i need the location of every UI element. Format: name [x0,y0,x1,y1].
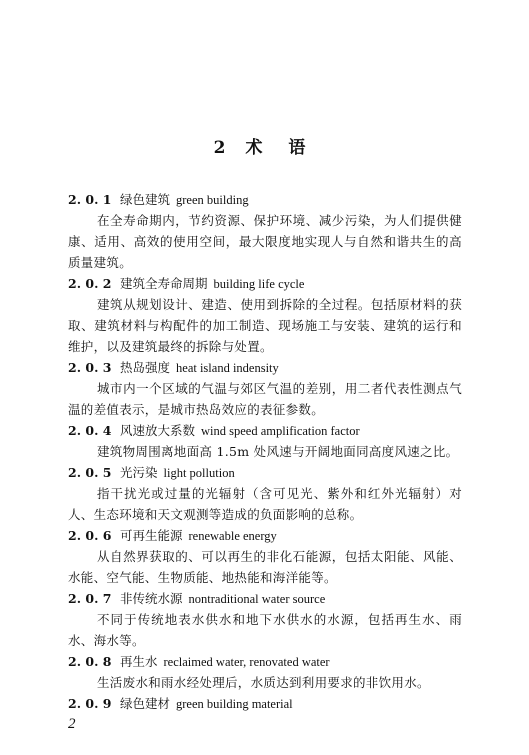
term-entry [68,651,462,693]
term-english: green building material [176,697,293,711]
term-entry [68,462,462,525]
term-chinese: 建筑全寿命周期 [120,276,208,291]
term-english: wind speed amplification factor [201,424,360,438]
term-number: 2. 0. 8 [68,654,112,669]
term-heading [68,273,462,294]
term-entry [68,693,462,714]
page-number: 2 [68,716,76,732]
term-definition: 不同于传统地表水供水和地下水供水的水源，包括再生水、雨水、海水等。 [68,612,462,648]
term-english: green building [176,193,249,207]
term-definition: 建筑从规划设计、建造、使用到拆除的全过程。包括原材料的获取、建筑材料与构配件的加工制造、现场施工与安装、建筑的运行和维护，以及建筑最终的拆除与处置。 [68,297,462,354]
term-heading [68,651,462,672]
term-number: 2. 0. 5 [68,465,112,480]
term-definition: 指干扰光或过量的光辐射（含可见光、紫外和红外光辐射）对人、生态环境和天文观测等造成的负面影响的总称。 [68,486,462,522]
term-definition: 建筑物周围离地面高 1.5m 处风速与开阔地面同高度风速之比。 [97,444,459,459]
term-heading [68,588,462,609]
term-english: reclaimed water, renovated water [163,655,330,669]
term-definition: 生活废水和雨水经处理后，水质达到利用要求的非饮用水。 [97,675,430,690]
term-number: 2. 0. 3 [68,360,112,375]
term-heading [68,462,462,483]
term-heading [68,420,462,441]
term-chinese: 绿色建筑 [120,192,171,207]
term-number: 2. 0. 6 [68,528,112,543]
term-heading [68,357,462,378]
term-definition: 在全寿命期内，节约资源、保护环境、减少污染，为人们提供健康、适用、高效的使用空间，最大限度地实现人与自然和谐共生的高质量建筑。 [68,213,462,270]
term-heading [68,189,462,210]
term-chinese: 可再生能源 [120,528,183,543]
term-chinese: 再生水 [120,654,158,669]
term-number: 2. 0. 7 [68,591,112,606]
term-entry [68,273,462,357]
term-heading [68,525,462,546]
term-english: nontraditional water source [188,592,326,606]
term-entry [68,189,462,273]
term-chinese: 热岛强度 [120,360,171,375]
chapter-title [0,133,529,158]
term-heading [68,693,462,714]
term-number: 2. 0. 1 [68,192,112,207]
term-entry [68,357,462,420]
term-english: building life cycle [213,277,305,291]
term-chinese: 绿色建材 [120,696,171,711]
term-definition: 城市内一个区域的气温与郊区气温的差别，用二者代表性测点气温的差值表示，是城市热岛效应的表征参数。 [68,381,462,417]
chapter-name: 术 语 [245,138,316,158]
chapter-number: 2 [213,138,228,158]
term-number: 2. 0. 4 [68,423,112,438]
term-chinese: 光污染 [120,465,158,480]
term-english: heat island indensity [176,361,279,375]
term-entry [68,420,462,462]
term-number: 2. 0. 9 [68,696,112,711]
term-entry [68,525,462,588]
term-chinese: 非传统水源 [120,591,183,606]
term-definition: 从自然界获取的、可以再生的非化石能源，包括太阳能、风能、水能、空气能、生物质能、地热能和海洋能等。 [68,549,462,585]
term-english: renewable energy [188,529,277,543]
term-entry [68,588,462,651]
term-english: light pollution [163,466,235,480]
term-number: 2. 0. 2 [68,276,112,291]
term-chinese: 风速放大系数 [120,423,196,438]
